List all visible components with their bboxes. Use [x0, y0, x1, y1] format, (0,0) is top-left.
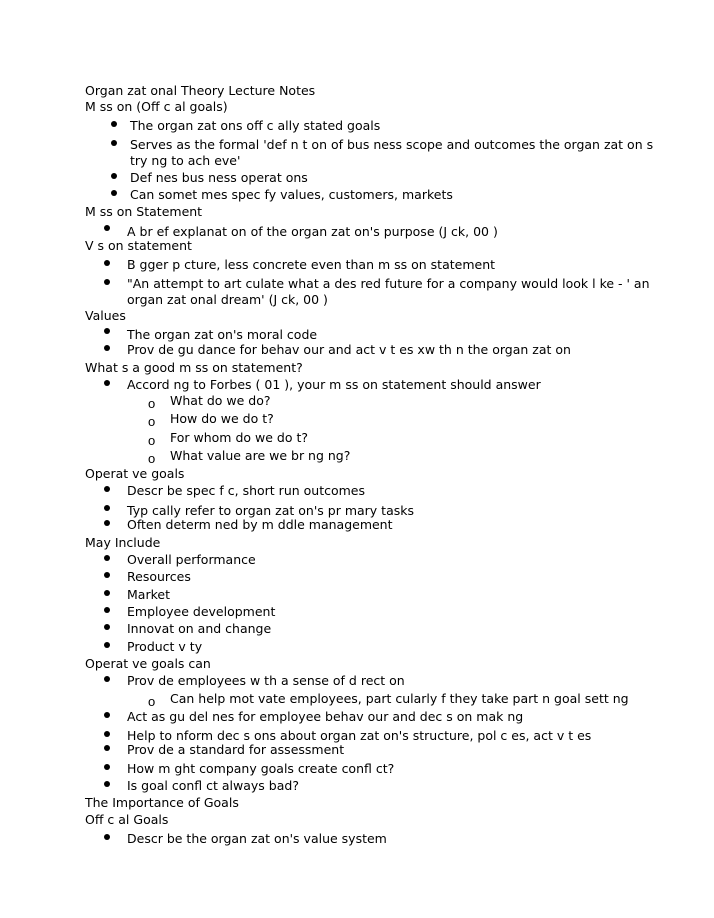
- section-heading-mission: M ss on (Off c al goals): [85, 99, 228, 114]
- list-item: Prov de employees w th a sense of d rect on: [127, 673, 405, 688]
- list-item-continuation: organ zat onal dream' (J ck, 00 ): [127, 292, 328, 307]
- list-item: Employee development: [127, 604, 276, 619]
- bullet-icon: [111, 140, 119, 148]
- list-item: Overall performance: [127, 552, 256, 567]
- list-item: Descr be spec f c, short run outcomes: [127, 483, 366, 498]
- section-heading-operative-goals: Operat ve goals: [85, 466, 185, 481]
- bullet-icon: [104, 676, 112, 684]
- list-item: How m ght company goals create confl ct?: [127, 761, 395, 776]
- bullet-icon: [104, 279, 112, 287]
- list-item: Def nes bus ness operat ons: [130, 170, 308, 185]
- list-item: Accord ng to Forbes ( 01 ), your m ss on statement should answer: [127, 377, 541, 392]
- bullet-icon: [104, 731, 112, 739]
- list-item: Descr be the organ zat on's value system: [127, 831, 387, 846]
- bullet-icon: [104, 328, 112, 336]
- bullet-icon: [104, 712, 112, 720]
- section-heading-official-goals: Off c al Goals: [85, 812, 169, 827]
- bullet-icon: [104, 590, 112, 598]
- list-item: Act as gu del nes for employee behav our and dec s on mak ng: [127, 709, 524, 724]
- list-item-continuation: try ng to ach eve': [130, 153, 241, 168]
- bullet-icon: [104, 486, 112, 494]
- list-item: "An attempt to art culate what a des red future for a company would look l ke - ' an: [127, 276, 650, 291]
- sub-list-item: Can help mot vate employees, part cularly f they take part n goal sett ng: [170, 691, 629, 706]
- sub-bullet-icon: o: [148, 414, 156, 429]
- bullet-icon: [104, 764, 112, 772]
- bullet-icon: [104, 380, 112, 388]
- sub-bullet-icon: o: [148, 694, 156, 709]
- list-item: Prov de gu dance for behav our and act v t es xw th n the organ zat on: [127, 342, 571, 357]
- bullet-icon: [104, 624, 112, 632]
- list-item: B gger p cture, less concrete even than m ss on statement: [127, 257, 496, 272]
- section-heading-vision-statement: V s on statement: [85, 238, 192, 253]
- section-heading-good-mission-statement: What s a good m ss on statement?: [85, 360, 303, 375]
- bullet-icon: [104, 555, 112, 563]
- bullet-icon: [104, 520, 112, 528]
- bullet-icon: [104, 607, 112, 615]
- bullet-icon: [104, 505, 112, 513]
- bullet-icon: [104, 745, 112, 753]
- bullet-icon: [104, 225, 112, 233]
- section-heading-importance-of-goals: The Importance of Goals: [85, 795, 239, 810]
- sub-list-item: What value are we br ng ng?: [170, 448, 351, 463]
- sub-bullet-icon: o: [148, 433, 156, 448]
- bullet-icon: [111, 190, 119, 198]
- bullet-icon: [104, 345, 112, 353]
- bullet-icon: [104, 781, 112, 789]
- list-item: Prov de a standard for assessment: [127, 742, 345, 757]
- list-item: The organ zat ons off c ally stated goals: [130, 118, 381, 133]
- sub-list-item: How do we do t?: [170, 411, 274, 426]
- list-item: Serves as the formal 'def n t on of bus ness scope and outcomes the organ zat on s: [130, 137, 654, 152]
- list-item: Innovat on and change: [127, 621, 272, 636]
- bullet-icon: [111, 173, 119, 181]
- section-heading-may-include: May Include: [85, 535, 161, 550]
- list-item: Is goal confl ct always bad?: [127, 778, 299, 793]
- bullet-icon: [111, 121, 119, 129]
- sub-list-item: What do we do?: [170, 393, 271, 408]
- document-title: Organ zat onal Theory Lecture Notes: [85, 83, 316, 98]
- list-item: Help to nform dec s ons about organ zat on's structure, pol c es, act v t es: [127, 728, 592, 743]
- sub-bullet-icon: o: [148, 396, 156, 411]
- list-item: Typ cally refer to organ zat on's pr mary tasks: [127, 503, 414, 518]
- sub-list-item: For whom do we do t?: [170, 430, 308, 445]
- bullet-icon: [104, 260, 112, 268]
- sub-bullet-icon: o: [148, 451, 156, 466]
- list-item: Resources: [127, 569, 191, 584]
- section-heading-operative-goals-can: Operat ve goals can: [85, 656, 211, 671]
- list-item: The organ zat on's moral code: [127, 327, 318, 342]
- list-item: Often determ ned by m ddle management: [127, 517, 393, 532]
- bullet-icon: [104, 834, 112, 842]
- list-item: Can somet mes spec fy values, customers, markets: [130, 187, 453, 202]
- list-item: A br ef explanat on of the organ zat on's purpose (J ck, 00 ): [127, 224, 498, 239]
- list-item: Market: [127, 587, 170, 602]
- section-heading-values: Values: [85, 308, 126, 323]
- section-heading-mission-statement: M ss on Statement: [85, 204, 203, 219]
- list-item: Product v ty: [127, 639, 203, 654]
- bullet-icon: [104, 642, 112, 650]
- bullet-icon: [104, 572, 112, 580]
